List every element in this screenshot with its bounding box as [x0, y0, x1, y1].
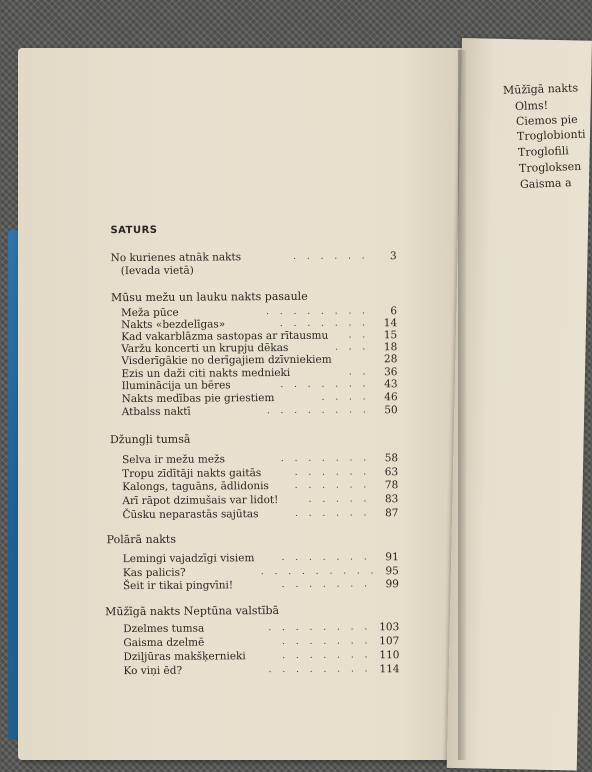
right-page-line: Trogloksen: [518, 159, 582, 175]
entry-page: 18: [383, 341, 398, 354]
toc-entry: [122, 403, 398, 419]
leader-dots: . . . . . . . .: [268, 664, 372, 676]
entry-title: Gaisma dzelmē: [123, 636, 205, 650]
leader-dots: . . . . . . .: [281, 579, 371, 590]
right-page-line: Ciemos pie: [515, 112, 578, 128]
right-page-line: Troglobionti: [516, 127, 586, 143]
entry-page: 3: [389, 250, 397, 263]
entry-title: Kas palicis?: [122, 566, 186, 580]
entry-title: Selva ir mežu mežs: [122, 453, 226, 467]
entry-page: 87: [385, 507, 399, 520]
entry-title: Šeit ir tikai pingvīni!: [122, 579, 234, 593]
entry-page: 63: [384, 466, 399, 479]
entry-page: 36: [384, 366, 398, 379]
entry-title: Tropu zīdītāji nakts gaitās: [122, 467, 262, 481]
leader-dots: . . . . . . .: [280, 453, 371, 464]
entry-page: 78: [384, 479, 399, 492]
entry-page: 15: [383, 329, 398, 342]
leader-dots: . . . . . . .: [279, 318, 370, 329]
entry-title: Dzelmes tumsa: [123, 622, 205, 636]
right-page-line: Gaisma a: [519, 176, 572, 191]
toc-entry: [122, 506, 398, 522]
entry-title: Nakts «bezdelīgas»: [121, 318, 226, 332]
leader-dots: . .: [348, 330, 370, 341]
entry-page: 43: [384, 378, 398, 391]
section-title: Mūžīgā nakts Neptūna valstībā: [105, 604, 280, 619]
entry-page: 50: [384, 404, 398, 417]
section-title: Polārā nakts: [106, 532, 177, 547]
entry-page: 114: [379, 663, 400, 676]
entry-page: 46: [384, 391, 398, 404]
leader-dots: . . . . . . . .: [268, 622, 372, 634]
entry-page: 58: [384, 452, 399, 465]
right-page-line: Olms!: [514, 98, 549, 113]
entry-title: Visderīgākie no derīgajiem dzīvniekiem: [121, 353, 332, 368]
entry-title: Lemingi vajadzīgi visiem: [122, 552, 255, 566]
leader-dots: . . . . . . . . .: [260, 566, 378, 578]
leader-dots: . . . .: [321, 392, 370, 403]
entry-title: Čūsku neparastās sajūtas: [122, 508, 259, 522]
entry-page: 107: [379, 635, 400, 648]
entry-title: Kalongs, taguāns, ādlidonis: [122, 480, 269, 494]
right-page-line: Troglofili: [517, 144, 569, 159]
entry-title: Ezis un daži citi nakts mednieki: [121, 366, 291, 381]
leader-dots: . . . . . . .: [282, 650, 372, 661]
entry-page: 95: [385, 565, 399, 578]
leader-dots: . . . . . .: [294, 508, 371, 519]
intro-subtitle: (Ievada vietā): [120, 264, 194, 278]
entry-page: 83: [384, 493, 399, 506]
leader-dots: . . . . . .: [294, 467, 371, 478]
leader-dots: . . . . . .: [293, 251, 369, 262]
entry-title: Kad vakarblāzma sastopas ar rītausmu: [121, 329, 329, 344]
entry-title: Nakts medības pie griestiem: [121, 392, 275, 406]
entry-title: Ko viņi ēd?: [123, 664, 183, 678]
leader-dots: . . . . . . .: [280, 379, 370, 390]
toc-entry: [123, 577, 399, 593]
leader-dots: . .: [348, 367, 370, 378]
section-title: Mūsu mežu un lauku nakts pasaule: [110, 289, 308, 305]
section-title: Džungļi tumsā: [109, 432, 191, 447]
entry-page: 110: [379, 649, 400, 662]
leader-dots: . . . . . . . .: [266, 306, 370, 318]
entry-title: No kurienes atnāk nakts: [110, 251, 242, 265]
leader-dots: . . .: [334, 342, 370, 353]
entry-page: 28: [383, 353, 398, 366]
entry-title: Meža pūce: [120, 306, 179, 320]
leader-dots: . . . . . . . .: [266, 405, 370, 417]
leader-dots: . . . . .: [308, 494, 371, 505]
leader-dots: . . . . . .: [294, 480, 371, 491]
entry-page: 6: [390, 305, 398, 318]
entry-page: 91: [385, 551, 399, 564]
entry-title: Atbalss naktī: [121, 405, 191, 419]
toc-entry: [111, 249, 397, 265]
entry-title: Dziļjūras makšķernieki: [123, 650, 246, 664]
toc-entry: [123, 662, 399, 678]
entry-page: 103: [379, 621, 400, 634]
entry-page: 14: [383, 317, 398, 330]
entry-title: Arī rāpot dzimušais var lidot!: [122, 494, 279, 508]
entry-title: Varžu koncerti un krupju dēkas: [121, 341, 289, 356]
entry-title: Iluminācija un bēres: [121, 379, 231, 393]
entry-page: 99: [385, 578, 399, 591]
leader-dots: . . . . . . .: [281, 552, 371, 563]
right-page-line: Mūžīgā nakts: [502, 81, 579, 97]
leader-dots: . . . . . . .: [282, 636, 372, 647]
toc-title: SATURS: [110, 224, 158, 237]
